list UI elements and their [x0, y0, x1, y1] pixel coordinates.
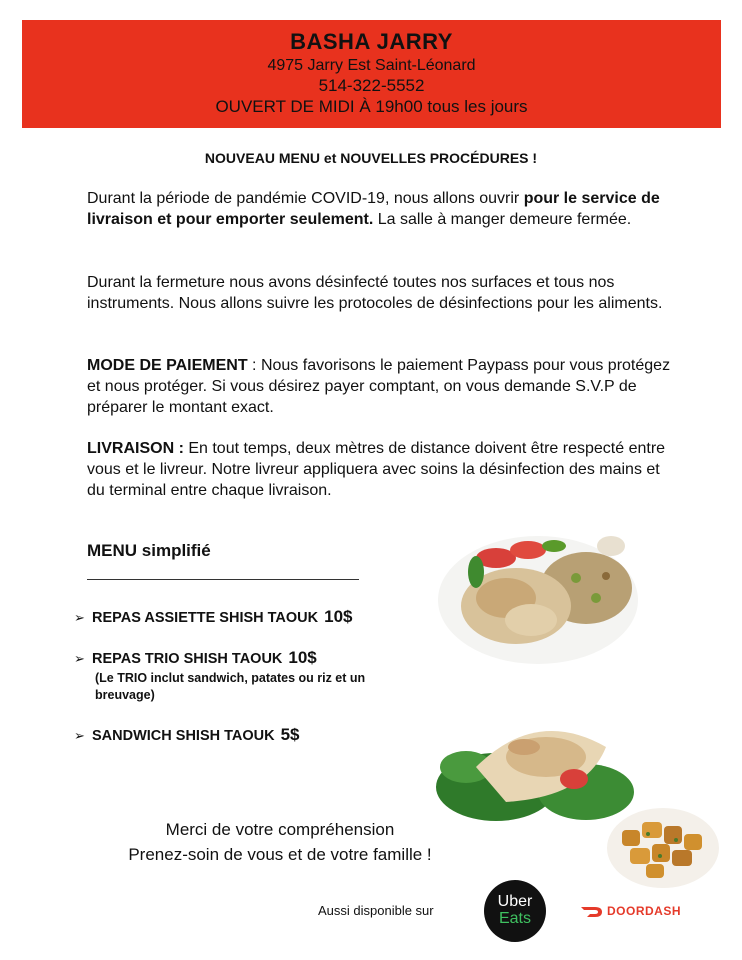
potatoes-photo-icon — [604, 800, 722, 892]
phone: 514-322-5552 — [318, 76, 425, 95]
menu-item-price: 10$ — [324, 607, 353, 626]
menu-item-label: SANDWICH SHISH TAOUK — [92, 728, 275, 744]
doordash-label: DOORDASH — [607, 904, 682, 918]
menu-item-assiette — [74, 607, 353, 627]
menu-item-price: 10$ — [288, 648, 317, 667]
restaurant-name: BASHA JARRY — [290, 29, 453, 54]
delivery-text: En tout temps, deux mètres de distance doivent être respecté entre vous et le livreur. Notre livreur appliquera avec soins la désinfection des mains et du terminal entre chaque livraison. — [87, 440, 666, 499]
arrowhead-bullet-icon: ➢ — [74, 728, 85, 743]
arrowhead-bullet-icon: ➢ — [74, 610, 85, 625]
doordash-logo[interactable] — [581, 904, 681, 918]
menu-item-label: REPAS TRIO SHISH TAOUK — [92, 651, 283, 667]
opening-hours: OUVERT DE MIDI À 19h00 tous les jours — [215, 97, 528, 116]
header-banner — [22, 20, 721, 128]
paragraph-disinfection: Durant la fermeture nous avons désinfecté toutes nos surfaces et tous nos instruments. Nous allons suivre les protocoles de désinfections pour les aliments. — [87, 274, 663, 312]
paragraph-payment — [87, 355, 677, 418]
thanks-line-1: Merci de votre compréhension — [165, 820, 395, 839]
delivery-label: LIVRAISON : — [87, 440, 184, 457]
menu-title: MENU simplifié — [87, 541, 211, 560]
also-available-label: Aussi disponible sur — [318, 903, 434, 918]
doordash-dash-icon — [581, 906, 603, 918]
uber-eats-logo[interactable] — [484, 880, 546, 942]
paragraph-covid-text: Durant la période de pandémie COVID-19, nous allons ouvrir — [87, 190, 524, 207]
uber-eats-logo-bottom: Eats — [498, 910, 531, 927]
menu-item-price: 5$ — [280, 725, 300, 744]
page-title: NOUVEAU MENU et NOUVELLES PROCÉDURES ! — [204, 150, 538, 166]
plate-photo-icon — [436, 528, 640, 668]
payment-text: : Nous favorisons le paiement Paypass pour vous protégez et nous protéger. Si vous désirez payer comptant, on vous demande S.V.P de préparer le montant exact. — [87, 357, 671, 416]
paragraph-covid — [87, 188, 677, 230]
menu-item-trio-note: (Le TRIO inclut sandwich, patates ou riz et un breuvage) — [95, 671, 366, 702]
uber-eats-logo-top: Uber — [497, 893, 533, 910]
paragraph-covid-end: La salle à manger demeure fermée. — [373, 211, 632, 228]
menu-item-sandwich — [74, 725, 300, 745]
arrowhead-bullet-icon: ➢ — [74, 651, 85, 666]
payment-label: MODE DE PAIEMENT — [87, 357, 248, 374]
menu-underline — [87, 579, 359, 580]
paragraph-delivery — [87, 438, 677, 501]
menu-item-trio — [74, 648, 317, 668]
menu-item-label: REPAS ASSIETTE SHISH TAOUK — [92, 610, 319, 626]
paragraph-covid-bold: pour le service de livraison et pour emporter seulement. — [87, 190, 660, 228]
address: 4975 Jarry Est Saint-Léonard — [267, 57, 476, 74]
thanks-line-2: Prenez-soin de vous et de votre famille ! — [128, 845, 432, 864]
